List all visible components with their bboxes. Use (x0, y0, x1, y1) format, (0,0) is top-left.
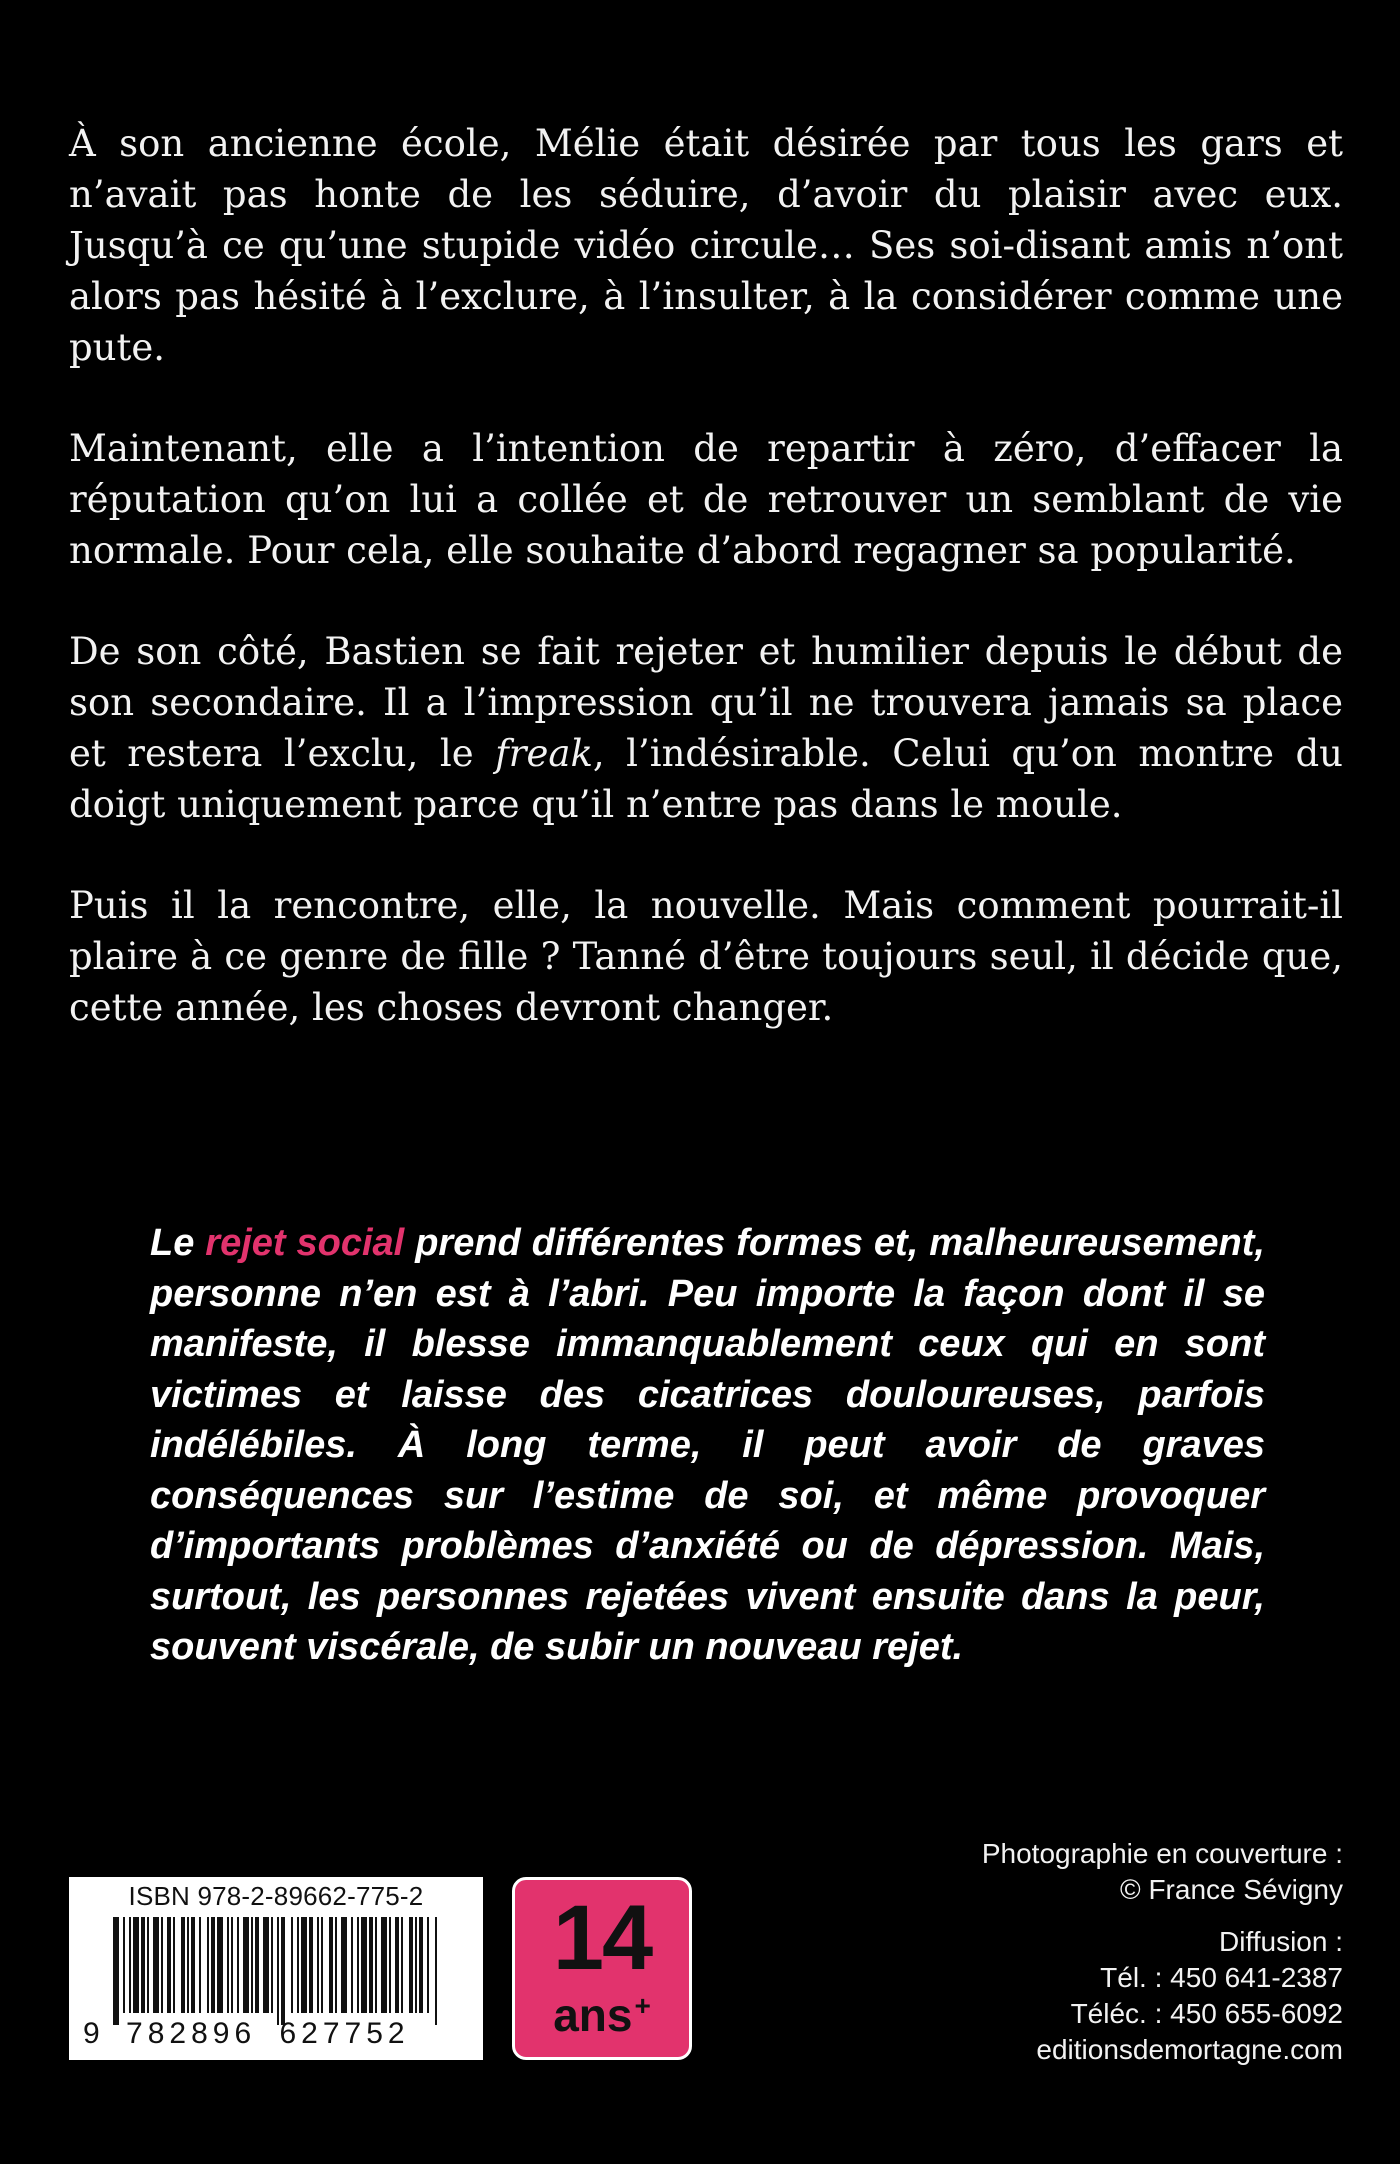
barcode-bar (251, 1917, 253, 2013)
synopsis-paragraph-3 (69, 626, 1343, 830)
pitch-body: prend différentes formes et, malheureusement, personne n’en est à l’abri. Peu importe la façon dont il se manifeste, il blesse immanquablement ceux qui en sont victimes et laisse des cicatrices douloureuses, parfois indélébiles. À long terme, il peut avoir de graves conséquences sur l’estime de soi, et même provoquer d’importants problèmes d’anxiété ou de dépression. Mais, surtout, les personnes rejetées vivent ensuite dans la peur, souvent viscérale, de subir un nouveau rejet. (150, 1222, 1265, 1668)
website-link[interactable]: editionsdemortagne.com (1036, 2034, 1343, 2065)
pitch-paragraph (150, 1218, 1265, 1673)
barcode-bar (381, 1917, 387, 2013)
barcode-bar (237, 1917, 239, 2013)
barcode-bar (329, 1917, 333, 2013)
barcode-bar (181, 1917, 185, 2013)
barcode-bar (161, 1917, 163, 2013)
barcode-bar (141, 1917, 145, 2013)
barcode-bar (389, 1917, 391, 2013)
age-rating-badge (512, 1877, 692, 2060)
ean-left-digits: 782896 (126, 2017, 257, 2050)
barcode-bar (199, 1917, 201, 2013)
barcode-bar (301, 1917, 307, 2013)
barcode-bar (375, 1917, 377, 2013)
synopsis (69, 118, 1343, 1083)
ean-first-digit: 9 (83, 2017, 105, 2050)
barcode-bar (419, 1917, 423, 2013)
pitch-highlight: rejet social (205, 1222, 405, 1264)
barcode-bar (297, 1917, 299, 2013)
barcode-bar (309, 1917, 313, 2013)
age-rating-unit (515, 1982, 689, 2039)
barcode-bar (357, 1917, 359, 2013)
age-rating-plus: + (634, 1990, 651, 2021)
barcode-bar (173, 1917, 175, 2013)
barcode-bar (187, 1917, 189, 2013)
barcode-bar (351, 1917, 353, 2013)
barcode-bar (281, 1917, 285, 2025)
barcode-bar (335, 1917, 337, 2013)
isbn-barcode (69, 1877, 483, 2060)
phone-number: Tél. : 450 641-2387 (1100, 1962, 1343, 1993)
pitch-lead: Le (150, 1222, 206, 1264)
barcode-bar (401, 1917, 403, 2013)
barcode-bar (427, 1917, 429, 2013)
barcode-bar (317, 1917, 319, 2013)
credits-block (982, 1836, 1343, 2068)
synopsis-p3-end: , l’indésirable. Celui qu’on montre du doigt uniquement parce qu’il n’entre pas dans le moule. (69, 732, 1343, 826)
barcode-bar (271, 1917, 273, 2013)
age-rating-number: 14 (552, 1887, 652, 1989)
barcode-bar (361, 1917, 367, 2013)
barcode-bar (153, 1917, 159, 2013)
ean-right-digits: 627752 (279, 2017, 410, 2050)
distribution-label: Diffusion : (1219, 1926, 1343, 1957)
synopsis-paragraph-1: À son ancienne école, Mélie était désirée par tous les gars et n’avait pas honte de les séduire, d’avoir du plaisir avec eux. Jusqu’à ce qu’une stupide vidéo circule… Ses soi-disant amis n’ont alors pas hésité à l’exclure, à l’insulter, à la considérer comme une pute. (69, 122, 1343, 369)
barcode-bar (191, 1917, 195, 2013)
barcode-bar (243, 1917, 249, 2013)
barcode-bar (435, 1917, 437, 2025)
barcode-bar (217, 1917, 223, 2013)
photo-credit-name: © France Sévigny (1120, 1874, 1343, 1905)
barcode-bar (211, 1917, 215, 2013)
ean-digits (83, 2017, 473, 2051)
barcode-bar (255, 1917, 259, 2013)
barcode-bar (123, 1917, 125, 2013)
synopsis-p3-start: De son côté, Bastien se fait rejeter et humilier depuis le début de son secondaire. Il a l’impression qu’il ne trouvera jamais sa place et restera l’exclu, le (69, 630, 1343, 775)
barcode-bar (227, 1917, 229, 2013)
barcode-bar (147, 1917, 149, 2013)
age-rating-unit-text: ans (553, 1989, 633, 2041)
barcode-bar (369, 1917, 373, 2013)
barcode-bar (321, 1917, 323, 2013)
fax-number: Téléc. : 450 655-6092 (1070, 1998, 1343, 2029)
barcode-bars (113, 1917, 443, 2025)
barcode-bar (409, 1917, 413, 2013)
barcode-bar (207, 1917, 209, 2013)
synopsis-p3-italic: freak (495, 732, 593, 775)
barcode-bar (291, 1917, 293, 2013)
barcode-bar (415, 1917, 417, 2013)
barcode-bar (113, 1917, 119, 2025)
barcode-bar (167, 1917, 171, 2013)
barcode-bar (133, 1917, 139, 2013)
barcode-bar (129, 1917, 131, 2013)
barcode-bar (341, 1917, 347, 2013)
isbn-label: ISBN 978-2-89662-775-2 (128, 1881, 424, 1911)
synopsis-paragraph-2: Maintenant, elle a l’intention de repartir à zéro, d’effacer la réputation qu’on lui a collée et de retrouver un semblant de vie normale. Pour cela, elle souhaite d’abord regagner sa popularité. (69, 427, 1343, 572)
barcode-bar (395, 1917, 399, 2013)
barcode-bar (277, 1917, 279, 2025)
synopsis-paragraph-4: Puis il la rencontre, elle, la nouvelle. Mais comment pourrait-il plaire à ce genre de fille ? Tanné d’être toujours seul, il décide que, cette année, les choses devront changer. (69, 884, 1343, 1029)
photo-credit-label: Photographie en couverture : (981, 1838, 1343, 1869)
barcode-bar (263, 1917, 269, 2013)
barcode-bar (231, 1917, 233, 2013)
